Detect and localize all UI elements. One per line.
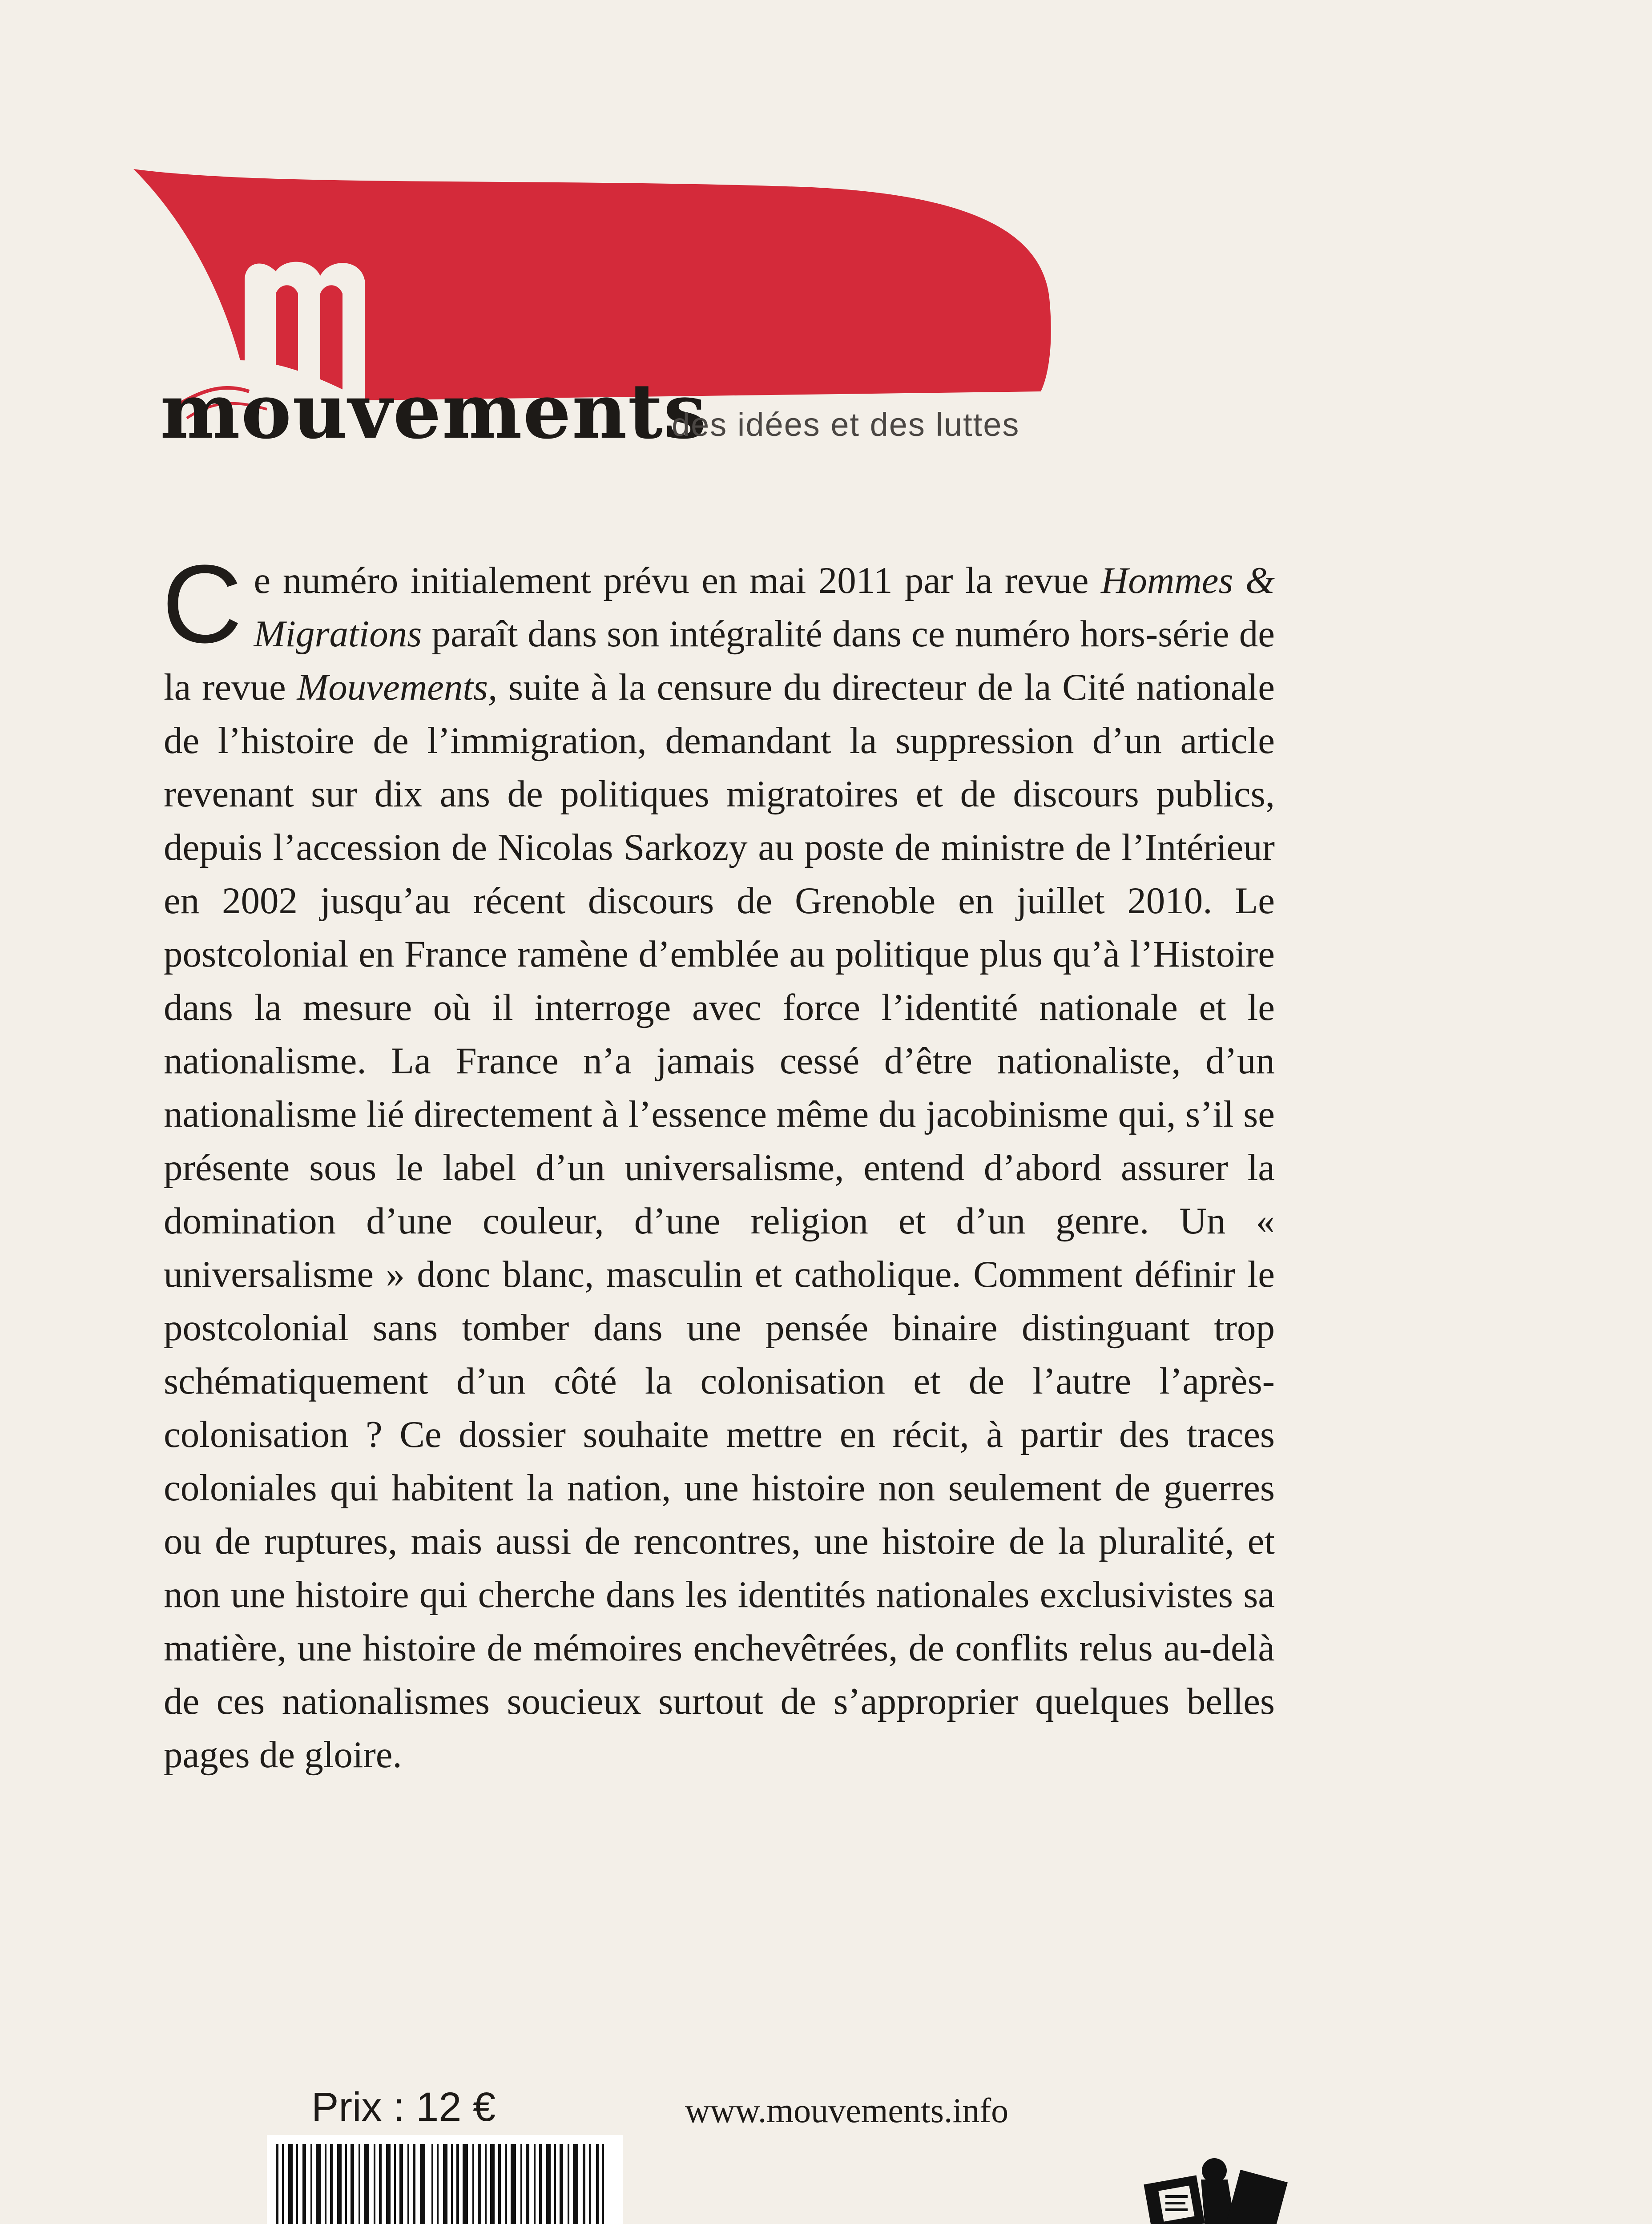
brand-name: mouvements xyxy=(160,367,707,456)
newspaper-seller-icon xyxy=(1121,2153,1343,2224)
blurb-paragraph xyxy=(162,542,1275,1781)
barcode xyxy=(267,2135,623,2224)
blurb-italic-2: Mouvements, xyxy=(297,666,498,708)
blurb-part-1: e numéro initialement prévu en mai 2011 par la revue xyxy=(254,560,1101,601)
dropcap: C xyxy=(162,542,242,666)
price: Prix : 12 € xyxy=(311,2084,496,2130)
brand-tagline: des idées et des luttes xyxy=(672,406,1020,443)
blurb-part-3: suite à la censure du directeur de la Cité nationale de l’histoire de l’immigration, demandant la suppression d’un article revenant sur dix ans de politiques migratoires et de discours publics, depuis l’accession de Nicolas Sarkozy au poste de ministre de l’Intérieur en 2002 jusqu’au récent discours de Grenoble en juillet 2010. Le postcolonial en France ramène d’emblée au politique plus qu’à l’Histoire dans la mesure où il interroge avec force l’identité nationale et le nationalisme. La France n’a jamais cessé d’être nationaliste, d’un nationalisme lié directement à l’essence même du jacobinisme qui, s’il se présente sous le label d’un universalisme, entend d’abord assurer la domination d’une couleur, d’une religion et d’un genre. Un « universalisme » donc blanc, masculin et catholique. Comment définir le postcolonial sans tomber dans une pensée binaire distinguant trop schématiquement d’un côté la colonisation et de l’autre l’après-colonisation ? Ce dossier souhaite mettre en récit, à partir des traces coloniales qui habitent la nation, une histoire non seulement de guerres ou de ruptures, mais aussi de rencontres, une histoire de la pluralité, et non une histoire qui cherche dans les identités nationales exclusivistes sa matière, une histoire de mémoires enchevêtrées, de conflits relus au-delà de ces nationalismes soucieux surtout de s’approprier quelques belles pages de gloire. xyxy=(164,666,1275,1776)
blurb-italic-1: Hommes & Migrations xyxy=(254,560,1275,655)
website-link[interactable]: www.mouvements.info xyxy=(685,2091,1009,2130)
blurb-part-2: paraît dans son intégralité dans ce numéro hors-série de la revue xyxy=(164,613,1275,708)
